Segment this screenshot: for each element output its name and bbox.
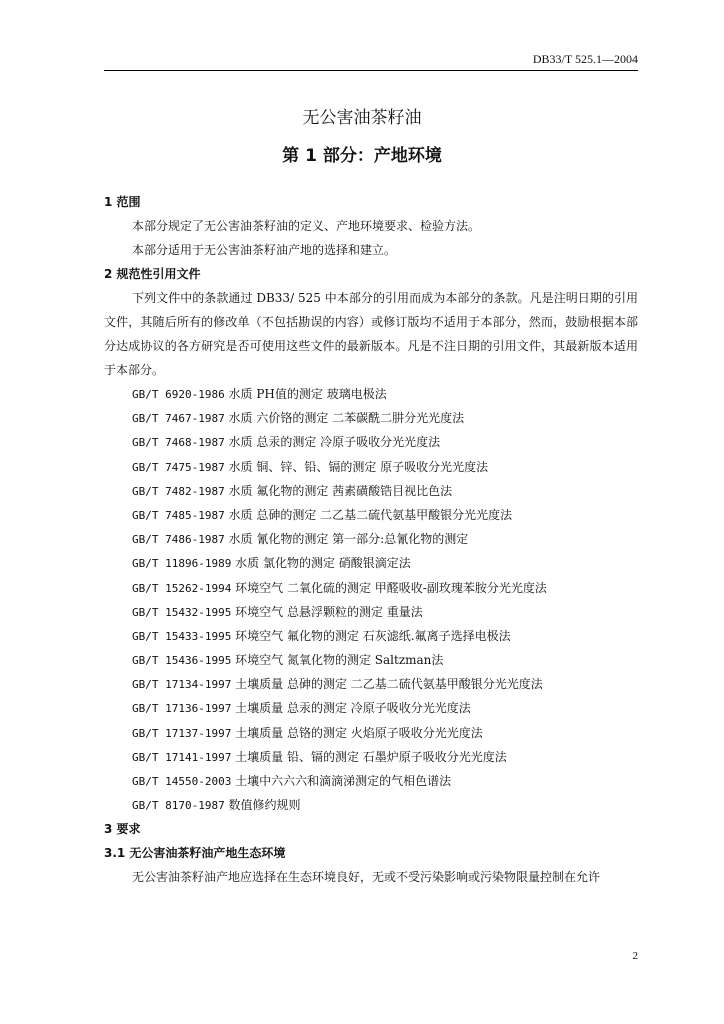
reference-code: GB/T 7467-1987 [132, 412, 225, 426]
scope-paragraph: 本部分规定了无公害油茶籽油的定义、产地环境要求、检验方法。 [132, 219, 481, 233]
page-number: 2 [632, 950, 638, 962]
reference-title: 土壤质量 总铬的测定 火焰原子吸收分光光度法 [231, 725, 483, 740]
reference-title: 水质 六价铬的测定 二苯碳酰二肼分光光度法 [224, 411, 465, 426]
reference-code: GB/T 15433-1995 [132, 629, 232, 643]
section-heading-scope: 1 范围 [104, 195, 141, 209]
reference-item [104, 648, 638, 672]
reference-title: 土壤中六六六和滴滴涕测定的气相色谱法 [231, 774, 452, 788]
reference-code: GB/T 8170-1987 [132, 799, 225, 813]
reference-item [104, 793, 638, 817]
reference-code: GB/T 7485-1987 [132, 508, 225, 522]
reference-code: GB/T 14550-2003 [132, 775, 232, 788]
reference-item [104, 745, 638, 769]
reference-title: 水质 氯化物的测定 硝酸银滴定法 [231, 556, 411, 571]
reference-item [104, 696, 638, 720]
reference-code: GB/T 17137-1997 [132, 726, 232, 740]
reference-code: GB/T 17136-1997 [132, 702, 232, 716]
reference-title: 环境空气 二氧化硫的测定 甲醛吸收-副玫瑰苯胺分光光度法 [231, 580, 547, 595]
reference-code: GB/T 17141-1997 [132, 750, 232, 764]
reference-item [104, 382, 638, 406]
reference-item [104, 721, 638, 745]
reference-item [104, 551, 638, 575]
reference-code: GB/T 7468-1987 [132, 436, 225, 450]
reference-title: 水质 PH值的测定 玻璃电极法 [224, 387, 387, 401]
section-heading-requirements: 3 要求 [104, 822, 141, 837]
reference-item [104, 430, 638, 454]
reference-item [104, 479, 638, 503]
reference-code: GB/T 17134-1997 [132, 678, 232, 692]
reference-title: 水质 总汞的测定 冷原子吸收分光光度法 [224, 435, 441, 450]
reference-item [104, 672, 638, 696]
reference-code: GB/T 15432-1995 [132, 605, 232, 619]
reference-item [104, 406, 638, 430]
reference-item [104, 455, 638, 479]
reference-code: GB/T 15436-1995 [132, 654, 232, 668]
reference-item [104, 769, 638, 793]
document-subtitle: 第 1 部分：产地环境 [282, 146, 442, 166]
reference-title: 土壤质量 铅、镉的测定 石墨炉原子吸收分光光度法 [231, 749, 507, 764]
reference-title: 环境空气 总悬浮颗粒的测定 重量法 [231, 604, 423, 619]
reference-code: GB/T 6920-1986 [132, 388, 225, 401]
scope-paragraph: 本部分适用于无公害油茶籽油产地的选择和建立。 [132, 243, 397, 257]
reference-code: GB/T 7486-1987 [132, 533, 225, 547]
reference-item [104, 527, 638, 551]
reference-title: 水质 铜、锌、铅、镉的测定 原子吸收分光光度法 [224, 459, 489, 474]
requirements-paragraph: 无公害油茶籽油产地应选择在生态环境良好，无或不受污染影响或污染物限量控制在允许 [132, 870, 601, 885]
reference-code: GB/T 7482-1987 [132, 484, 225, 498]
reference-item [104, 576, 638, 600]
section-heading-normative: 2 规范性引用文件 [104, 267, 201, 281]
document-body [104, 190, 638, 889]
reference-item [104, 624, 638, 648]
reference-title: 水质 氟化物的测定 茜素磺酸锆目视比色法 [224, 483, 453, 498]
reference-title: 土壤质量 总汞的测定 冷原子吸收分光光度法 [231, 701, 471, 716]
reference-item [104, 503, 638, 527]
reference-code: GB/T 11896-1989 [132, 557, 232, 571]
reference-code: GB/T 15262-1994 [132, 581, 232, 595]
subsection-heading-ecology: 3.1 无公害油茶籽油产地生态环境 [104, 846, 286, 861]
reference-title: 水质 氰化物的测定 第一部分:总氰化物的测定 [224, 532, 469, 547]
standard-code: DB33/T 525.1—2004 [532, 52, 638, 66]
reference-list [104, 382, 638, 817]
normative-intro-paragraph: 下列文件中的条款通过 DB33/ 525 中本部分的引用而成为本部分的条款。凡是注明日期的引用文件，其随后所有的修改单（不包括勘误的内容）或修订版均不适用于本部分，然而，鼓励根据本部分达成协议的各方研究是否可使用这些文件的最新版本。凡是不注日期的引用文件，其最新版本适用于本部分。 [104, 291, 638, 377]
document-title: 无公害油茶籽油 [302, 108, 422, 128]
reference-code: GB/T 7475-1987 [132, 460, 225, 474]
reference-title: 环境空气 氟化物的测定 石灰滤纸.氟离子选择电极法 [231, 628, 511, 643]
reference-title: 水质 总砷的测定 二乙基二硫代氨基甲酸银分光光度法 [224, 507, 513, 522]
header-rule [104, 70, 638, 71]
reference-item [104, 600, 638, 624]
reference-title: 土壤质量 总砷的测定 二乙基二硫代氨基甲酸银分光光度法 [231, 677, 543, 692]
reference-title: 环境空气 氮氧化物的测定 Saltzman法 [231, 653, 444, 668]
reference-title: 数值修约规则 [224, 798, 301, 813]
